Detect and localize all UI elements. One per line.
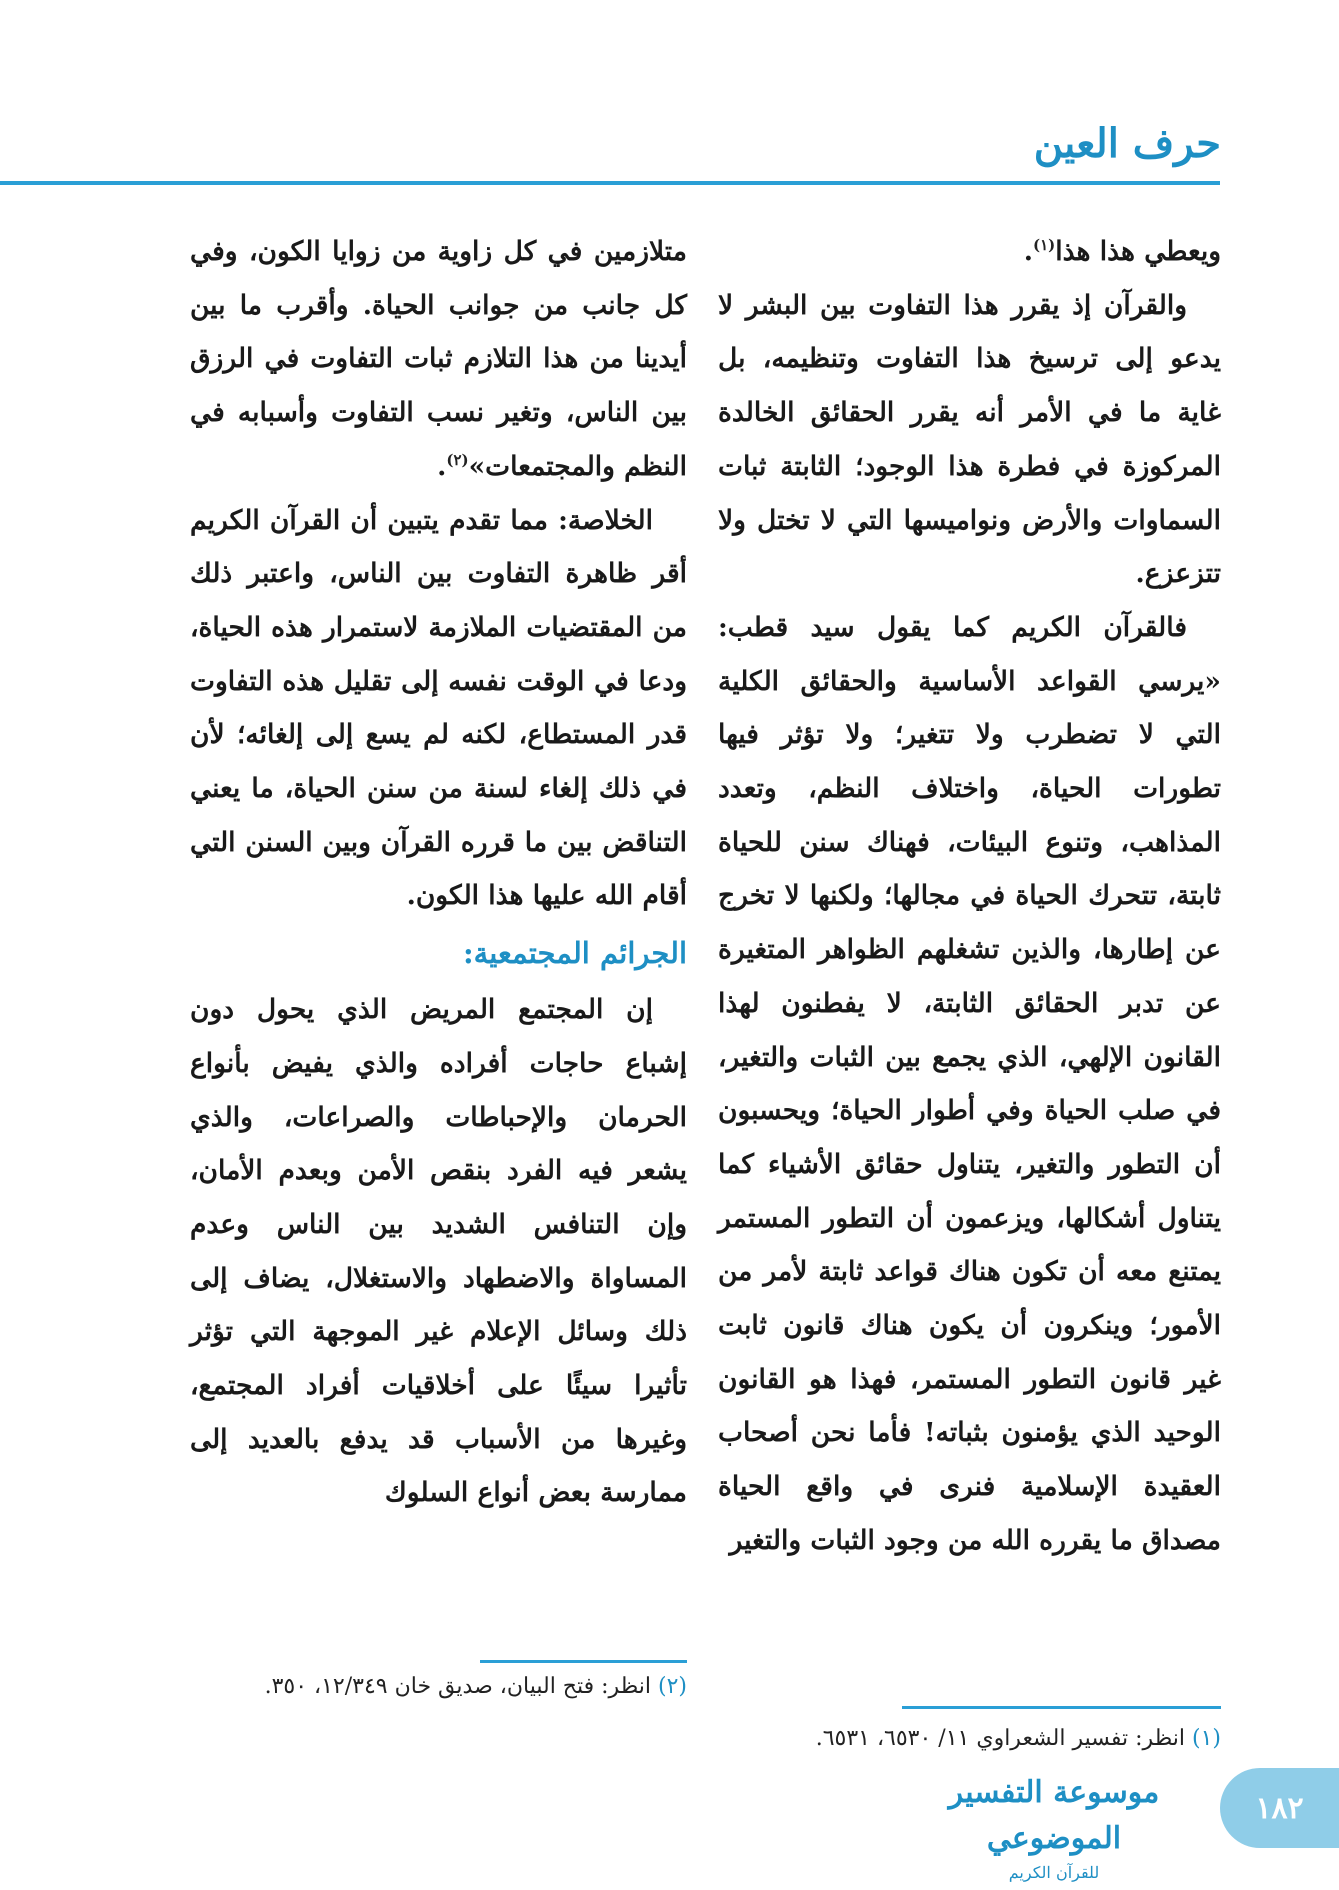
section-heading: الجرائم المجتمعية: (462, 936, 687, 971)
page-number-badge (1220, 1768, 1339, 1848)
paragraph: والقرآن إذ يقرر هذا التفاوت بين البشر لا يدعو إلى ترسيخ هذا التفاوت وتنظيمه، بل غاية ما في الأمر أنه يقرر الحقائق الخالدة المركوزة في فطرة هذا الوجود؛ الثابتة ثبات السماوات والأرض ونواميسها التي لا تختل ولا تتزعزع. (718, 289, 1221, 590)
paragraph-text: ويعطي هذا هذا (1055, 236, 1221, 267)
footnote-number: (٢) (657, 1674, 687, 1699)
chapter-title: حرف العين (1033, 120, 1221, 167)
footnote-number: (١) (1191, 1726, 1221, 1751)
footnote-rule (480, 1660, 687, 1663)
encyclopedia-logo (919, 1770, 1189, 1882)
footnote-text: انظر: فتح البيان، صديق خان ١٢/٣٤٩، ٣٥٠. (264, 1674, 651, 1699)
page-number: ١٨٢ (1255, 1790, 1304, 1826)
footnote-rule (902, 1706, 1221, 1709)
paragraph: الخلاصة: مما تقدم يتبين أن القرآن الكريم أقر ظاهرة التفاوت بين الناس، واعتبر ذلك من المقتضيات الملازمة لاستمرار هذه الحياة، ودعا في الوقت نفسه إلى تقليل هذه التفاوت قدر المستطاع، لكنه لم يسع إلى إلغائه؛ لأن في ذلك إلغاء لسنة من سنن الحياة، ما يعني التناقض بين ما قرره القرآن وبين السنن التي أقام الله عليها هذا الكون. (190, 504, 687, 912)
left-column (190, 225, 687, 1520)
right-column (718, 225, 1221, 1568)
header-rule (0, 181, 1220, 185)
paragraph: إن المجتمع المريض الذي يحول دون إشباع حاجات أفراده والذي يفيض بأنواع الحرمان والإحباطات والصراعات، والذي يشعر فيه الفرد بنقص الأمن وبعدم الأمان، وإن التنافس الشديد بين الناس وعدم المساواة والاضطهاد والاستغلال، يضاف إلى ذلك وسائل الإعلام غير الموجهة التي تؤثر تأثيرا سيئًا على أخلاقيات أفراد المجتمع، وغيرها من الأسباب قد يدفع بالعديد إلى ممارسة بعض أنواع السلوك (190, 994, 687, 1509)
footnote-text: انظر: تفسير الشعراوي ١١/ ٦٥٣٠، ٦٥٣١. (815, 1726, 1185, 1751)
logo-title: موسوعة التفسير الموضوعي (948, 1775, 1160, 1856)
paragraph-end: . (1023, 236, 1033, 267)
paragraph: فالقرآن الكريم كما يقول سيد قطب: «يرسي القواعد الأساسية والحقائق الكلية التي لا تضطرب ولا تتغير؛ ولا تؤثر فيها تطورات الحياة، واختلاف النظم، وتعدد المذاهب، وتنوع البيئات، فهناك سنن للحياة ثابتة، تتحرك الحياة في مجالها؛ ولكنها لا تخرج عن إطارها، والذين تشغلهم الظواهر المتغيرة عن تدبر الحقائق الثابتة، لا يفطنون لهذا القانون الإلهي، الذي يجمع بين الثبات والتغير، في صلب الحياة وفي أطوار الحياة؛ ويحسبون أن التطور والتغير، يتناول حقائق الأشياء كما يتناول أشكالها، ويزعمون أن التطور المستمر يمتنع معه أن تكون هناك قواعد ثابتة لأمر من الأمور؛ وينكرون أن يكون هناك قانون ثابت غير قانون التطور المستمر، فهذا هو القانون الوحيد الذي يؤمنون بثباته! فأما نحن أصحاب العقيدة الإسلامية فنرى في واقع الحياة مصداق ما يقرره الله من وجود الثبات والتغير (718, 611, 1221, 1556)
logo-subtitle: للقرآن الكريم (1008, 1863, 1100, 1882)
footnote (190, 1668, 687, 1706)
footnote-ref[interactable]: (٢) (446, 450, 469, 469)
paragraph-text: متلازمين في كل زاوية من زوايا الكون، وفي كل جانب من جوانب الحياة. وأقرب ما بين أيدينا من هذا التلازم ثبات التفاوت في الرزق بين الناس، وتغير نسب التفاوت وأسبابه في النظم والمجتمعات» (190, 236, 687, 482)
paragraph (718, 225, 1221, 279)
footnote-ref[interactable]: (١) (1032, 236, 1056, 255)
paragraph (190, 225, 687, 494)
footnote (718, 1720, 1221, 1758)
paragraph-end: . (437, 450, 447, 482)
